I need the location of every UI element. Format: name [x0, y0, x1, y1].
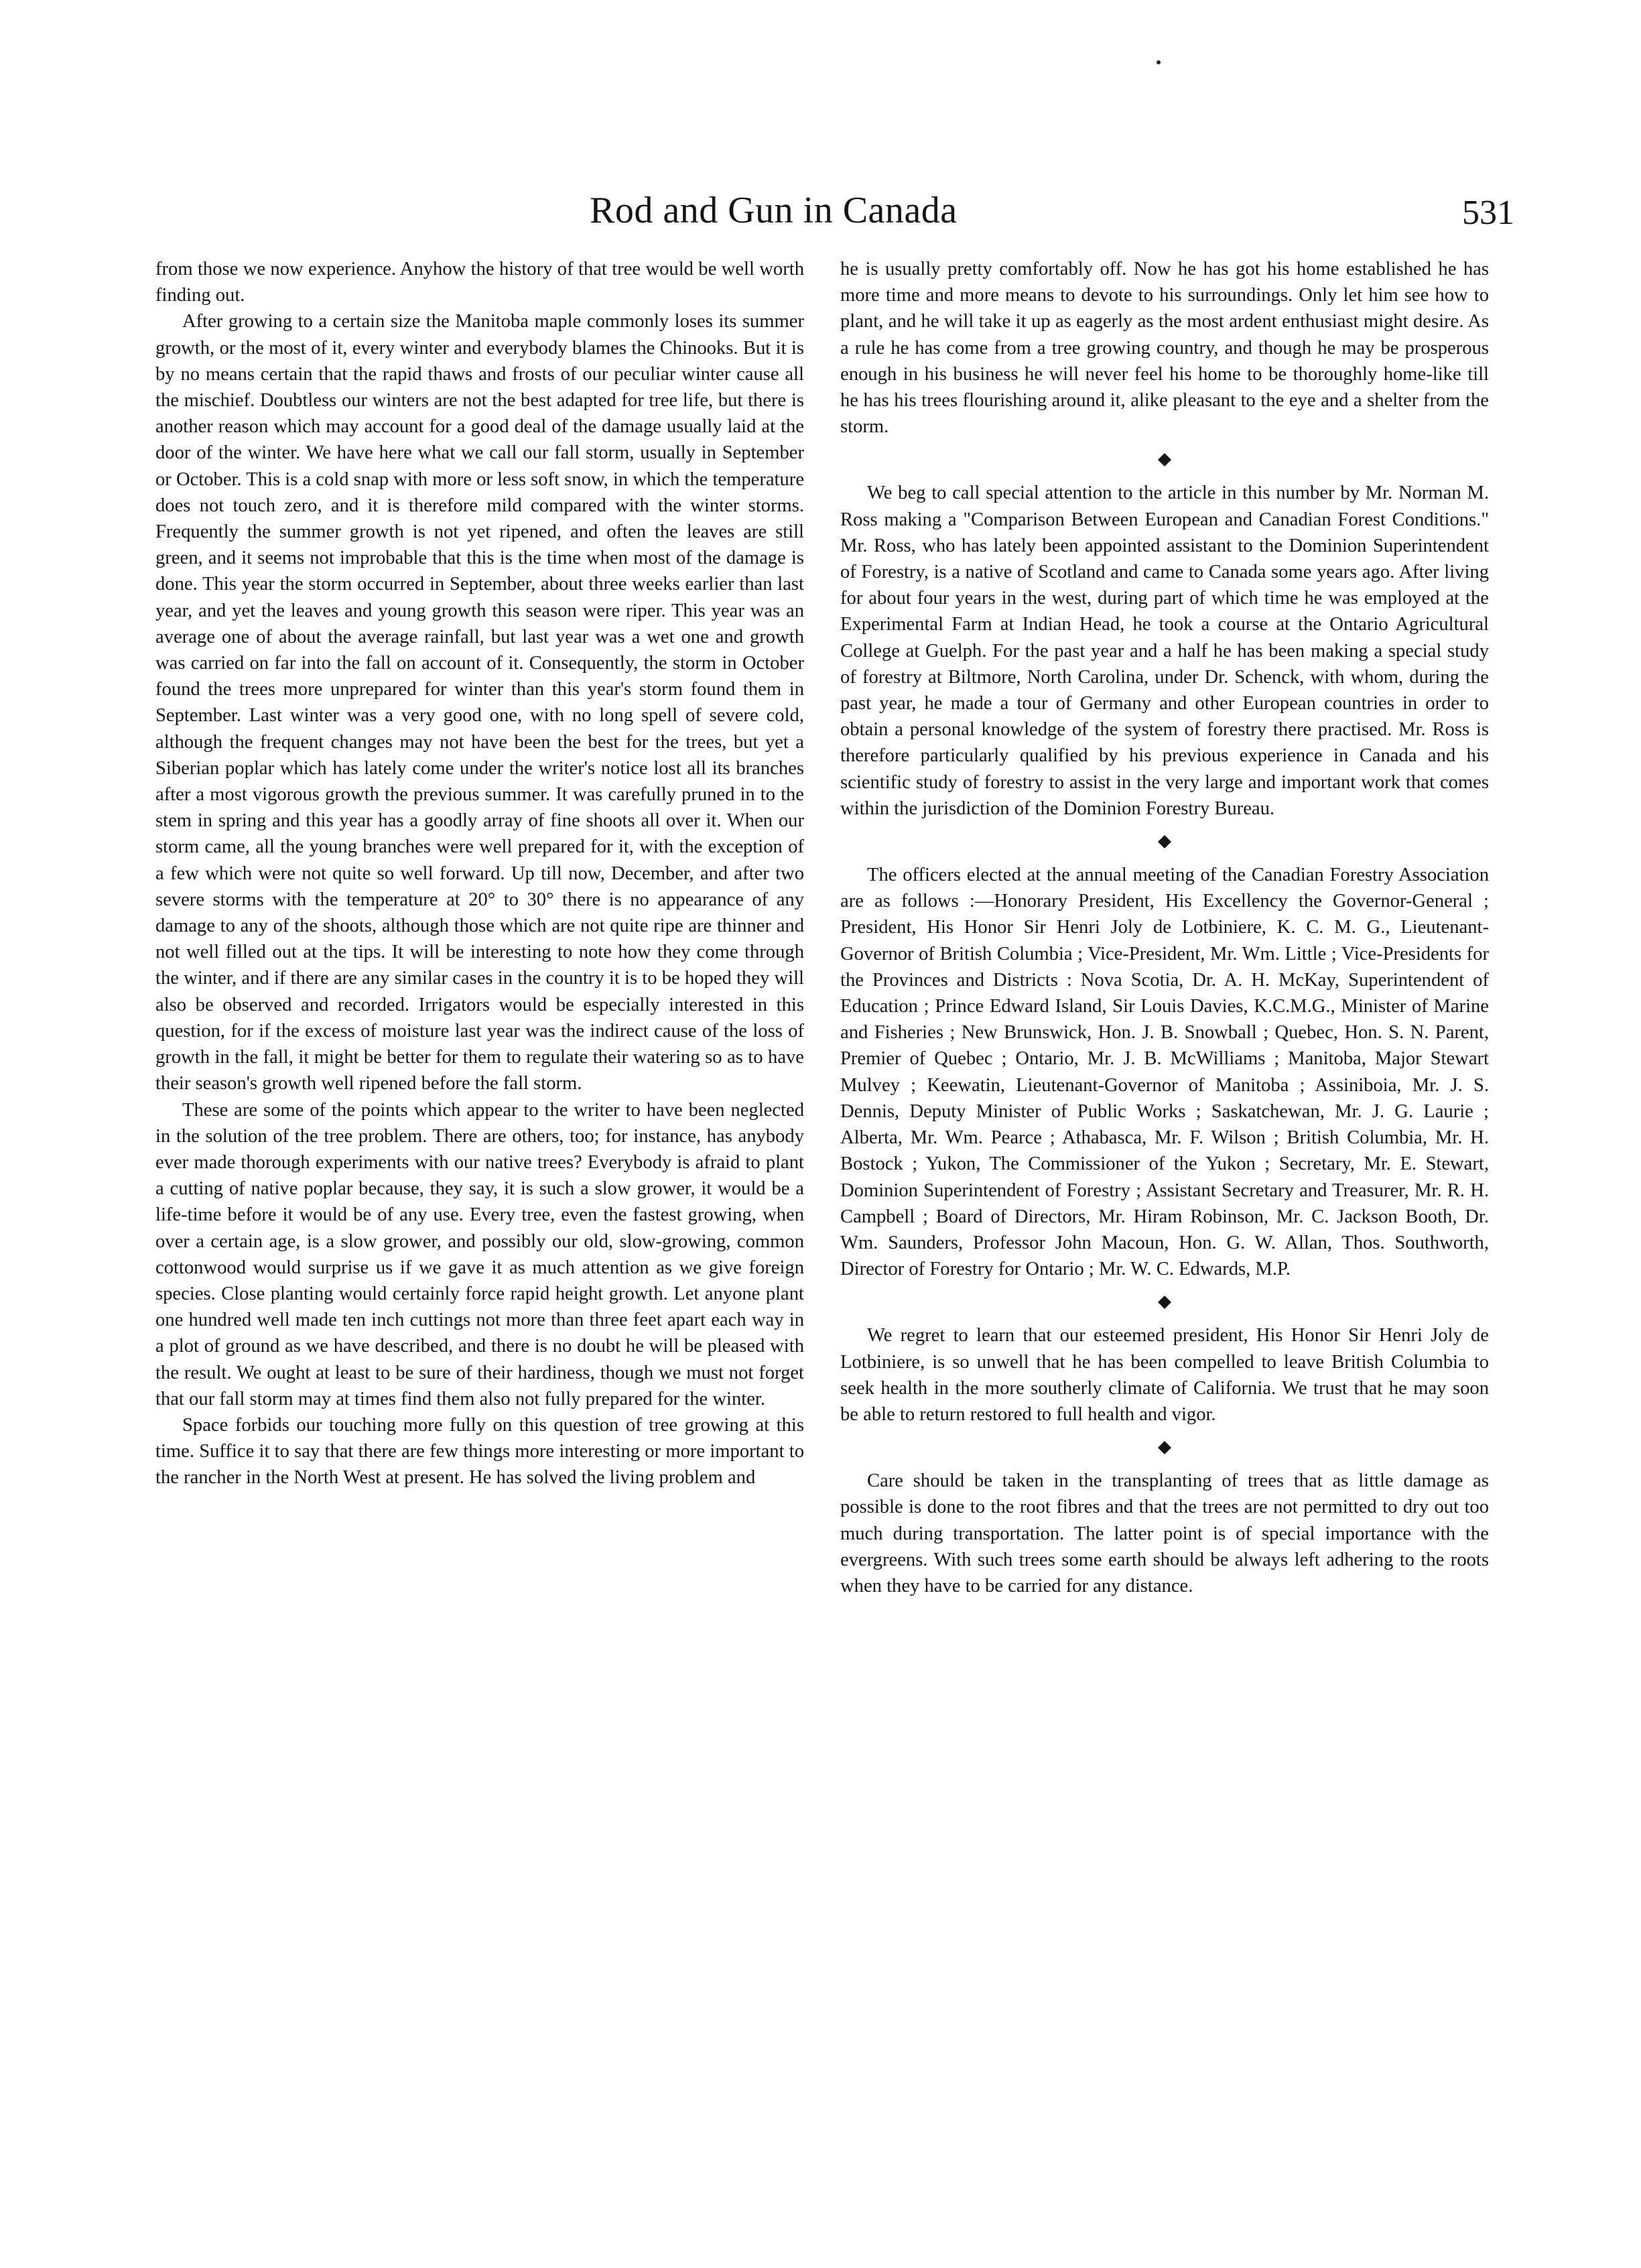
paragraph-rancher-home: he is usually pretty comfortably off. Now he has got his home established he has more time and more means to devote to his surroundings. Only let him see how to plant, and he will take it up as eagerly as the most ardent enthusiast might desire. As a rule he has come from a tree growing country, and though he may be prosperous enough in his business he will never feel his home to be thoroughly home-like till he has his trees flourishing around it, alike pleasant to the eye and a shelter from the storm. — [840, 259, 1489, 438]
diamond-ornament-icon — [1157, 834, 1172, 849]
paragraph-officers-elected: The officers elected at the annual meeting of the Canadian Forestry Association are as follows :—Honorary President, His Excellency the Governor-General ; President, His Honor Sir Henri Joly de Lotbiniere, K. C. M. G., Lieutenant-Governor of British Columbia ; Vice-President, Mr. Wm. Little ; Vice-Presidents for the Provinces and Districts : Nova Scotia, Dr. A. H. McKay, Superintendent of Education ; Prince Edward Island, Sir Louis Davies, K.C.M.G., Minister of Marine and Fisheries ; New Brunswick, Hon. J. B. Snowball ; Quebec, Hon. S. N. Parent, Premier of Quebec ; Ontario, Mr. J. B. McWilliams ; Manitoba, Major Stewart Mulvey ; Keewatin, Lieutenant-Governor of Manitoba ; Assiniboia, Mr. J. S. Dennis, Deputy Minister of Public Works ; Saskatchewan, Mr. J. G. Laurie ; Alberta, Mr. Wm. Pearce ; Athabasca, Mr. F. Wilson ; British Columbia, Mr. H. Bostock ; Yukon, The Commissioner of the Yukon ; Secretary, Mr. E. Stewart, Dominion Superintendent of Forestry ; Assistant Secretary and Treasurer, Mr. R. H. Campbell ; Board of Directors, Mr. Hiram Robinson, Mr. C. Jackson Booth, Dr. Wm. Saunders, Professor John Macoun, Hon. G. W. Allan, Thos. Southworth, Director of Forestry for Ontario ; Mr. W. C. Edwards, M.P. — [840, 865, 1489, 1280]
diamond-ornament-icon — [1157, 1440, 1172, 1455]
running-head-title: Rod and Gun in Canada — [590, 190, 958, 231]
print-speck — [1157, 60, 1161, 64]
paragraph-transplanting: Care should be taken in the transplanting of trees that as little damage as possible is done to the root fibres and that the trees are not permitted to dry out too much during transportation. The latter point is of special importance with the evergreens. With such trees some earth should be always left adhering to the roots when they have to be carried for any distance. — [840, 1470, 1489, 1596]
diamond-ornament-icon — [1157, 452, 1172, 467]
section-divider — [840, 1282, 1489, 1322]
paragraph-continued: from those we now experience. Anyhow the history of that tree would be well worth finding out. — [155, 259, 804, 306]
paragraph-space-forbids: Space forbids our touching more fully on this question of tree growing at this time. Suffice it to say that there are few things more interesting or more important to the rancher in the North West at present. He has solved the living problem and — [155, 1414, 804, 1489]
paragraph-neglected-points: These are some of the points which appear to the writer to have been neglected in the solution of the tree problem. There are others, too; for instance, has anybody ever made thorough experiments with our native trees? Everybody is afraid to plant a cutting of native poplar because, they say, it is such a slow grower, it would be a life-time before it would be of any use. Every tree, even the fastest growing, when over a certain age, is a slow grower, and possibly our old, slow-growing, common cottonwood would surprise us if we gave it as much attention as we give foreign species. Close planting would certainly force rapid height growth. Let anyone plant one hundred well made ten inch cuttings not more than three feet apart each way in a plot of ground as we have described, and there is no doubt he will be pleased with the result. We ought at least to be sure of their hardiness, though we must not forget that our fall storm may at times find them also not fully prepared for the winter. — [155, 1099, 804, 1409]
paragraph-manitoba-maple: After growing to a certain size the Manitoba maple commonly loses its summer growth, or the most of it, every winter and everybody blames the Chinooks. But it is by no means certain that the rapid thaws and frosts of our peculiar winter cause all the mischief. Doubtless our winters are not the best adapted for tree life, but there is another reason which may account for a good deal of the damage usually laid at the door of the winter. We have here what we call our fall storm, usually in September or October. This is a cold snap with more or less soft snow, in which the temperature does not touch zero, and it is therefore mild compared with the winter storms. Frequently the summer growth is not yet ripened, and often the leaves are still green, and it seems not improbable that this is the time when most of the damage is done. This year the storm occurred in September, about three weeks earlier than last year, and yet the leaves and young growth this season were riper. This year was an average one of about the average rainfall, but last year was a wet one and growth was carried on far into the fall on account of it. Consequently, the storm in October found the trees more unprepared for winter than this year's storm found them in September. Last winter was a very good one, with no long spell of severe cold, although the frequent changes may not have been the best for the trees, but yet a Siberian poplar which has lately come under the writer's notice lost all its branches after a most vigorous growth the previous summer. It was carefully pruned in to the stem in spring and this year has a goodly array of fine shoots all over it. When our storm came, all the young branches were well prepared for it, with the exception of a few which were not quite so well forward. Up till now, December, and after two severe storms with the temperature at 20° to 30° there is no appearance of any damage to any of the shoots, although those which are not quite ripe are thinner and not well filled out at the tips. It will be interesting to note how they come through the winter, and if there are any similar cases in the country it is to be hoped they will also be observed and recorded. Irrigators would be especially interested in this question, for if the excess of moisture last year was the indirect cause of the loss of growth in the fall, it might be better for them to regulate their watering so as to have their season's growth well ripened before the fall storm. — [155, 311, 805, 1094]
right-column — [840, 256, 1489, 1599]
left-column — [155, 256, 804, 1491]
section-divider — [840, 440, 1489, 480]
paragraph-president-unwell: We regret to learn that our esteemed president, His Honor Sir Henri Joly de Lotbiniere, is so unwell that he has been compelled to leave British Columbia to seek health in the more southerly climate of California. We trust that he may soon be able to return restored to full health and vigor. — [840, 1325, 1489, 1425]
section-divider — [840, 822, 1489, 862]
paragraph-norman-ross: We beg to call special attention to the article in this number by Mr. Norman M. Ross making a "Comparison Between European and Canadian Forest Conditions." Mr. Ross, who has lately been appointed assistant to the Dominion Superintendent of Forestry, is a native of Scotland and came to Canada some years ago. After living for about four years in the west, during part of which time he was employed at the Experimental Farm at Indian Head, he took a course at the Ontario Agricultural College at Guelph. For the past year and a half he has been making a special study of forestry at Biltmore, North Carolina, under Dr. Schenck, with whom, during the past year, he made a tour of Germany and other European countries in order to obtain a personal knowledge of the system of forestry there practised. Mr. Ross is therefore particularly qualified by his previous experience in Canada and his scientific study of forestry to assist in the very large and important work that comes within the jurisdiction of the Dominion Forestry Bureau. — [840, 483, 1489, 819]
diamond-ornament-icon — [1157, 1295, 1172, 1310]
page-number: 531 — [1462, 194, 1514, 232]
section-divider — [840, 1428, 1489, 1468]
